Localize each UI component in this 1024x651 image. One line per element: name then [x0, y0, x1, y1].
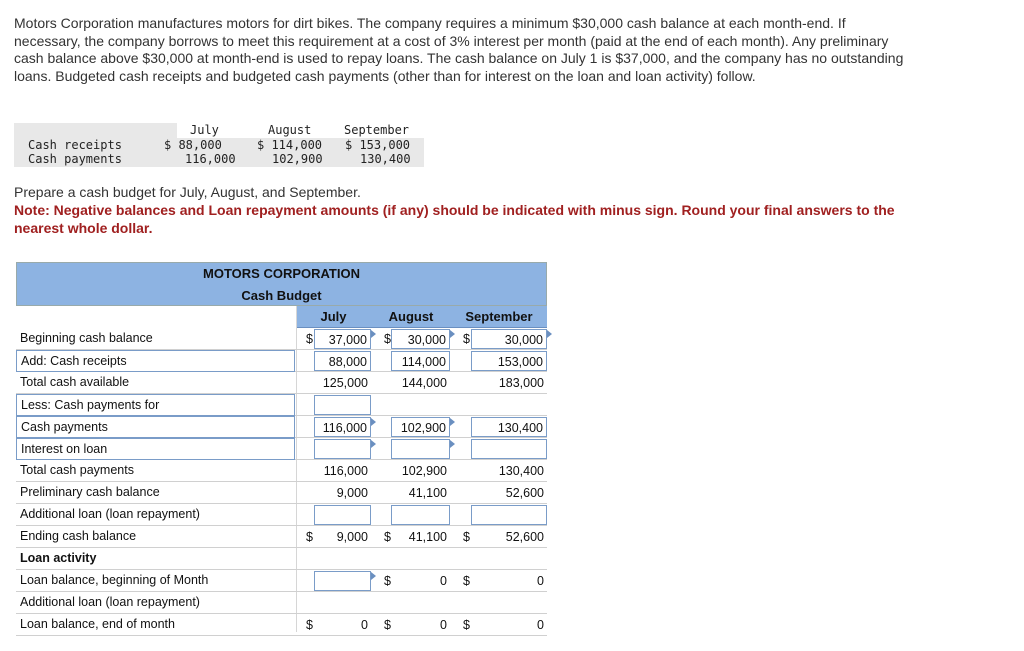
amount-value [471, 549, 547, 569]
dollar-sign: $ [384, 574, 391, 588]
column-header-september: September [465, 309, 533, 324]
given-row-label: Cash receipts [28, 138, 122, 152]
amount-input[interactable]: 153,000 [471, 351, 547, 371]
budget-row [16, 416, 547, 438]
amount-input[interactable]: 116,000 [314, 417, 371, 437]
amount-value [391, 549, 450, 569]
row-label[interactable]: Interest on loan [16, 438, 295, 460]
dollar-sign: $ [463, 618, 470, 632]
cell-marker-icon [547, 330, 552, 338]
given-cell: $ 88,000 [164, 138, 222, 152]
given-cell: 102,900 [272, 152, 323, 166]
amount-input[interactable] [314, 439, 371, 459]
dollar-sign: $ [384, 332, 391, 346]
row-label[interactable]: Add: Cash receipts [16, 350, 295, 372]
amount-input[interactable] [471, 439, 547, 459]
amount-value: 0 [537, 574, 544, 588]
dollar-sign: $ [384, 530, 391, 544]
row-label: Additional loan (loan repayment) [20, 595, 200, 609]
dollar-sign: $ [306, 618, 313, 632]
row-label: Total cash payments [20, 463, 134, 477]
amount-input[interactable] [314, 505, 371, 525]
amount-value [471, 395, 547, 415]
problem-text: Motors Corporation manufactures motors for dirt bikes. The company requires a minimum $30,000 cash balance at each month-end. If necessary, the company borrows to meet this requirement at a cost of 3% interest per month (paid at the end of each month). Any preliminary cash balance above $30,000 at month-end is used to repay loans. The cash balance on July 1 is $37,000, and the company has no outstanding loans. Budgeted cash receipts and budgeted cash payments (other than for interest on the loan and loan activity) follow. [14, 15, 904, 84]
row-label[interactable]: Less: Cash payments for [16, 394, 295, 416]
row-label: Preliminary cash balance [20, 485, 160, 499]
row-label: Loan activity [20, 551, 97, 565]
given-header-july: July [190, 123, 219, 137]
dollar-sign: $ [463, 574, 470, 588]
amount-input[interactable]: 130,400 [471, 417, 547, 437]
amount-value: 0 [440, 574, 447, 588]
cell-marker-icon [450, 418, 455, 426]
budget-row [16, 394, 547, 416]
given-header-september: September [344, 123, 410, 137]
instruction-text: Prepare a cash budget for July, August, and September. [14, 184, 361, 200]
amount-value [314, 593, 371, 613]
amount-value: 41,100 [408, 486, 447, 500]
row-label: Beginning cash balance [20, 331, 153, 345]
amount-input[interactable] [314, 395, 371, 415]
dollar-sign: $ [306, 530, 313, 544]
amount-value: 125,000 [322, 376, 368, 390]
given-header-august: August [268, 123, 312, 137]
amount-value: 116,000 [323, 464, 368, 478]
amount-value: 9,000 [336, 486, 368, 500]
amount-input[interactable]: 30,000 [471, 329, 547, 349]
budget-row [16, 372, 547, 394]
dollar-sign: $ [463, 530, 470, 544]
amount-input[interactable]: 102,900 [391, 417, 450, 437]
budget-row [16, 504, 547, 526]
given-row-label: Cash payments [28, 152, 122, 166]
amount-value: 144,000 [401, 376, 447, 390]
amount-value: 0 [440, 618, 447, 632]
cell-marker-icon [450, 330, 455, 338]
budget-row [16, 614, 547, 636]
dollar-sign: $ [384, 618, 391, 632]
cell-marker-icon [450, 440, 455, 448]
amount-value: 9,000 [336, 530, 368, 544]
given-cell: $ 114,000 [257, 138, 323, 152]
budget-title: Cash Budget [241, 288, 322, 303]
budget-row [16, 328, 547, 350]
amount-value: 183,000 [498, 376, 544, 390]
amount-input[interactable] [391, 439, 450, 459]
budget-row [16, 438, 547, 460]
amount-value: 52,600 [505, 486, 544, 500]
amount-value: 0 [361, 618, 368, 632]
amount-value [391, 395, 450, 415]
amount-input[interactable] [314, 571, 371, 591]
row-label: Total cash available [20, 375, 130, 389]
amount-input[interactable] [391, 505, 450, 525]
budget-row [16, 460, 547, 482]
amount-value: 130,400 [498, 464, 544, 478]
amount-value [391, 593, 450, 613]
cell-marker-icon [371, 330, 376, 338]
given-cell: $ 153,000 [345, 138, 411, 152]
budget-row [16, 350, 547, 372]
company-name: MOTORS CORPORATION [203, 266, 360, 281]
dollar-sign: $ [306, 332, 313, 346]
given-data-table [14, 123, 424, 167]
column-header-august: August [388, 309, 434, 324]
row-label: Loan balance, end of month [20, 617, 175, 631]
amount-value: 102,900 [401, 464, 447, 478]
column-header-july: July [320, 309, 347, 324]
given-cell: 130,400 [360, 152, 411, 166]
amount-value: 0 [537, 618, 544, 632]
row-label: Additional loan (loan repayment) [20, 507, 200, 521]
note-text: Note: Negative balances and Loan repayment amounts (if any) should be indicated with minus sign. Round your final answers to the nearest whole dollar. [14, 202, 895, 236]
row-label: Loan balance, beginning of Month [20, 573, 209, 587]
cell-marker-icon [371, 418, 376, 426]
given-cell: 116,000 [185, 152, 236, 166]
amount-input[interactable] [471, 505, 547, 525]
amount-value [471, 593, 547, 613]
dollar-sign: $ [463, 332, 470, 346]
amount-value: 41,100 [408, 530, 447, 544]
amount-value [314, 549, 371, 569]
budget-row [16, 548, 547, 570]
row-label[interactable]: Cash payments [16, 416, 295, 438]
budget-row [16, 570, 547, 592]
budget-row [16, 482, 547, 504]
budget-row [16, 592, 547, 614]
amount-input[interactable]: 30,000 [391, 329, 450, 349]
amount-input[interactable]: 114,000 [391, 351, 450, 371]
row-label: Ending cash balance [20, 529, 137, 543]
cell-marker-icon [371, 440, 376, 448]
cash-budget-table [16, 262, 547, 632]
amount-input[interactable]: 37,000 [314, 329, 371, 349]
cell-marker-icon [371, 572, 376, 580]
budget-row [16, 526, 547, 548]
amount-input[interactable]: 88,000 [314, 351, 371, 371]
amount-value: 52,600 [505, 530, 544, 544]
